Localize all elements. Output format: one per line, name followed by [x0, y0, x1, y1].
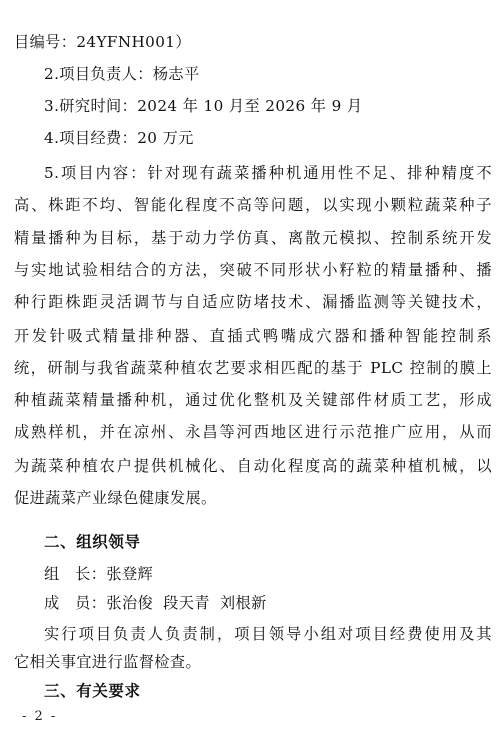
content-line-3: 精量播种为目标，基于动力学仿真、离散元模拟、控制系统开发 [14, 229, 492, 247]
leader-name: 张登辉 [106, 565, 154, 583]
section-heading-requirements: 三、有关要求 [44, 682, 141, 700]
responsibility-line-1: 实行项目负责人负责制，项目领导小组对项目经费使用及其 [44, 625, 492, 643]
content-line-6: 开发针吸式精量排种器、直插式鸭嘴成穴器和播种智能控制系 [14, 327, 492, 345]
members-line [44, 593, 492, 613]
members-label: 成 员： [44, 594, 107, 612]
member-name: 张治俊 [106, 594, 154, 612]
member-name: 刘根新 [219, 594, 267, 612]
responsibility-line-2: 它相关事宜进行监督检查。 [14, 653, 202, 671]
leader-label: 组 长： [44, 565, 107, 583]
project-funding-line: 4.项目经费：20 万元 [44, 129, 194, 147]
content-line-10: 为蔬菜种植农户提供机械化、自动化程度高的蔬菜种植机械，以 [14, 457, 492, 475]
content-line-2: 高、株距不均、智能化程度不高等问题，以实现小颗粒蔬菜种子 [14, 196, 492, 214]
project-leader-line: 2.项目负责人：杨志平 [44, 65, 200, 83]
content-line-4: 与实地试验相结合的方法，突破不同形状小籽粒的精量播种、播 [14, 261, 492, 279]
content-line-1: 5.项目内容：针对现有蔬菜播种机通用性不足、排种精度不 [44, 164, 492, 182]
section-heading-organization: 二、组织领导 [44, 533, 141, 551]
page-number: - 2 - [22, 709, 58, 724]
member-name: 段天青 [163, 594, 210, 612]
project-number-line: 目编号：24YFNH001） [14, 33, 191, 51]
content-line-9: 成熟样机，并在凉州、永昌等河西地区进行示范推广应用，从而 [14, 423, 492, 441]
research-period-line: 3.研究时间：2024 年 10 月至 2026 年 9 月 [44, 97, 363, 115]
content-line-8: 种植蔬菜精量播种机，通过优化整机及关键部件材质工艺，形成 [14, 391, 492, 409]
content-line-7: 统，研制与我省蔬菜种植农艺要求相匹配的基于 PLC 控制的膜上 [14, 359, 492, 377]
leader-line [44, 564, 492, 584]
content-line-5: 种行距株距灵活调节与自适应防堵技术、漏播监测等关键技术， [14, 293, 492, 311]
content-line-11: 促进蔬菜产业绿色健康发展。 [14, 489, 217, 507]
